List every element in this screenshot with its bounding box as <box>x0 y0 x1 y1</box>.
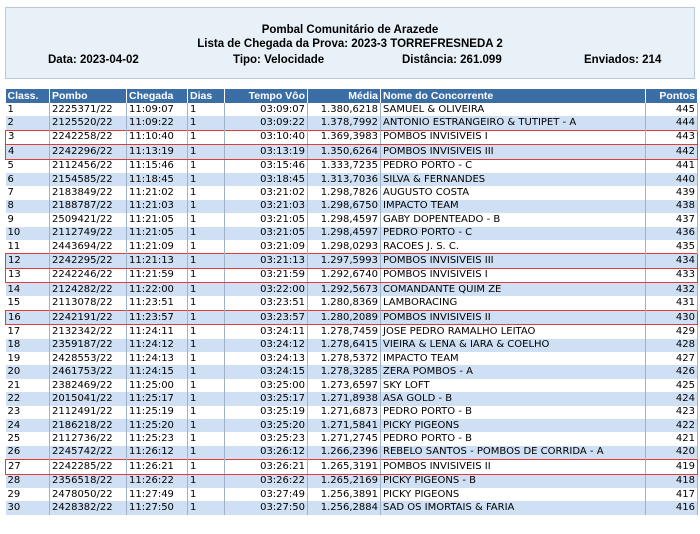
cell-pontos: 425 <box>646 379 698 392</box>
cell-media: 1.278,6415 <box>308 339 381 352</box>
cell-tempo-voo: 03:21:03 <box>225 200 308 213</box>
cell-class: 5 <box>6 159 50 173</box>
cell-class: 6 <box>6 173 50 186</box>
cell-chegada: 11:27:49 <box>127 488 188 501</box>
cell-concorrente: PEDRO PORTO - C <box>381 159 646 173</box>
cell-media: 1.278,3285 <box>308 365 381 378</box>
cell-pombo: 2188787/22 <box>50 200 127 213</box>
cell-tempo-voo: 03:25:17 <box>225 392 308 405</box>
cell-pombo: 2154585/22 <box>50 173 127 186</box>
cell-pontos: 445 <box>646 103 698 116</box>
table-row <box>6 240 698 254</box>
cell-pombo: 2183849/22 <box>50 186 127 199</box>
cell-dias: 1 <box>188 379 225 392</box>
cell-class: 4 <box>6 145 50 159</box>
cell-concorrente: JOSE PEDRO RAMALHO LEITAO <box>381 325 646 339</box>
table-row <box>6 488 698 501</box>
col-media: Média <box>308 89 381 103</box>
cell-pontos: 424 <box>646 392 698 405</box>
table-row <box>6 310 698 324</box>
cell-dias: 1 <box>188 325 225 339</box>
cell-dias: 1 <box>188 240 225 254</box>
cell-concorrente: POMBOS INVISIVEIS III <box>381 145 646 159</box>
cell-dias: 1 <box>188 103 225 116</box>
race-distance: Distância: 261.099 <box>402 54 502 66</box>
cell-pombo: 2356518/22 <box>50 474 127 488</box>
cell-concorrente: IMPACTO TEAM <box>381 200 646 213</box>
cell-pontos: 418 <box>646 474 698 488</box>
cell-dias: 1 <box>188 173 225 186</box>
cell-dias: 1 <box>188 186 225 199</box>
cell-chegada: 11:25:00 <box>127 379 188 392</box>
cell-dias: 1 <box>188 254 225 268</box>
cell-dias: 1 <box>188 488 225 501</box>
cell-chegada: 11:22:00 <box>127 283 188 297</box>
col-pontos: Pontos <box>646 89 698 103</box>
cell-media: 1.256,3891 <box>308 488 381 501</box>
cell-media: 1.273,6597 <box>308 379 381 392</box>
table-row <box>6 159 698 173</box>
race-type: Tipo: Velocidade <box>233 54 325 66</box>
table-row <box>6 460 698 474</box>
table-row <box>6 213 698 226</box>
cell-dias: 1 <box>188 460 225 474</box>
cell-pombo: 2245742/22 <box>50 446 127 460</box>
cell-tempo-voo: 03:24:12 <box>225 339 308 352</box>
cell-pombo: 2132342/22 <box>50 325 127 339</box>
col-tempo-voo: Tempo Vôo <box>225 89 308 103</box>
table-row <box>6 365 698 378</box>
cell-chegada: 11:24:11 <box>127 325 188 339</box>
table-row <box>6 116 698 130</box>
cell-media: 1.313,7036 <box>308 173 381 186</box>
cell-chegada: 11:21:05 <box>127 227 188 240</box>
cell-media: 1.271,8938 <box>308 392 381 405</box>
cell-tempo-voo: 03:23:51 <box>225 296 308 310</box>
race-date: Data: 2023-04-02 <box>48 54 139 66</box>
table-row <box>6 268 698 282</box>
cell-dias: 1 <box>188 339 225 352</box>
table-row <box>6 130 698 144</box>
cell-class: 3 <box>6 130 50 144</box>
cell-concorrente: REBELO SANTOS - POMBOS DE CORRIDA - A <box>381 446 646 460</box>
cell-tempo-voo: 03:21:02 <box>225 186 308 199</box>
cell-dias: 1 <box>188 310 225 324</box>
cell-dias: 1 <box>188 130 225 144</box>
table-row <box>6 296 698 310</box>
cell-pombo: 2242258/22 <box>50 130 127 144</box>
cell-dias: 1 <box>188 116 225 130</box>
cell-media: 1.369,3983 <box>308 130 381 144</box>
cell-pontos: 430 <box>646 310 698 324</box>
cell-concorrente: VIEIRA & LENA & IARA & COELHO <box>381 339 646 352</box>
cell-dias: 1 <box>188 432 225 445</box>
cell-class: 13 <box>6 268 50 282</box>
cell-pombo: 2124282/22 <box>50 283 127 297</box>
col-chegada: Chegada <box>127 89 188 103</box>
table-row <box>6 103 698 116</box>
cell-tempo-voo: 03:21:05 <box>225 213 308 226</box>
cell-media: 1.278,7459 <box>308 325 381 339</box>
cell-tempo-voo: 03:25:00 <box>225 379 308 392</box>
cell-pombo: 2242295/22 <box>50 254 127 268</box>
birds-sent: Enviados: 214 <box>584 54 662 66</box>
cell-class: 10 <box>6 227 50 240</box>
cell-tempo-voo: 03:26:12 <box>225 446 308 460</box>
cell-class: 14 <box>6 283 50 297</box>
race-subtitle: Lista de Chegada da Prova: 2023-3 TORREFRESNEDA 2 <box>197 38 503 50</box>
cell-class: 23 <box>6 406 50 419</box>
cell-pontos: 434 <box>646 254 698 268</box>
cell-media: 1.266,2396 <box>308 446 381 460</box>
cell-dias: 1 <box>188 365 225 378</box>
cell-media: 1.271,6873 <box>308 406 381 419</box>
cell-pombo: 2112749/22 <box>50 227 127 240</box>
cell-media: 1.256,2884 <box>308 501 381 514</box>
cell-pombo: 2125520/22 <box>50 116 127 130</box>
cell-class: 17 <box>6 325 50 339</box>
table-row <box>6 283 698 297</box>
cell-dias: 1 <box>188 392 225 405</box>
cell-tempo-voo: 03:09:22 <box>225 116 308 130</box>
cell-tempo-voo: 03:26:22 <box>225 474 308 488</box>
cell-pontos: 435 <box>646 240 698 254</box>
cell-pombo: 2242246/22 <box>50 268 127 282</box>
cell-media: 1.271,5841 <box>308 419 381 432</box>
cell-concorrente: POMBOS INVISIVEIS II <box>381 310 646 324</box>
cell-media: 1.280,2089 <box>308 310 381 324</box>
table-row <box>6 474 698 488</box>
cell-concorrente: PEDRO PORTO - B <box>381 432 646 445</box>
cell-tempo-voo: 03:23:57 <box>225 310 308 324</box>
cell-dias: 1 <box>188 501 225 514</box>
cell-concorrente: POMBOS INVISIVEIS II <box>381 460 646 474</box>
cell-pontos: 444 <box>646 116 698 130</box>
cell-chegada: 11:18:45 <box>127 173 188 186</box>
cell-tempo-voo: 03:13:19 <box>225 145 308 159</box>
cell-chegada: 11:26:22 <box>127 474 188 488</box>
cell-class: 22 <box>6 392 50 405</box>
cell-media: 1.265,2169 <box>308 474 381 488</box>
cell-class: 30 <box>6 501 50 514</box>
table-row <box>6 173 698 186</box>
cell-concorrente: PICKY PIGEONS <box>381 419 646 432</box>
cell-chegada: 11:23:57 <box>127 310 188 324</box>
cell-chegada: 11:21:02 <box>127 186 188 199</box>
cell-class: 18 <box>6 339 50 352</box>
cell-tempo-voo: 03:24:13 <box>225 352 308 365</box>
cell-dias: 1 <box>188 474 225 488</box>
table-row <box>6 200 698 213</box>
cell-dias: 1 <box>188 283 225 297</box>
cell-media: 1.378,7992 <box>308 116 381 130</box>
club-title: Pombal Comunitário de Arazede <box>261 24 439 36</box>
cell-chegada: 11:23:51 <box>127 296 188 310</box>
cell-tempo-voo: 03:21:13 <box>225 254 308 268</box>
cell-tempo-voo: 03:24:11 <box>225 325 308 339</box>
cell-chegada: 11:25:23 <box>127 432 188 445</box>
cell-pontos: 426 <box>646 365 698 378</box>
cell-media: 1.350,6264 <box>308 145 381 159</box>
cell-pombo: 2443694/22 <box>50 240 127 254</box>
cell-class: 27 <box>6 460 50 474</box>
cell-class: 7 <box>6 186 50 199</box>
cell-media: 1.265,3191 <box>308 460 381 474</box>
table-row <box>6 145 698 159</box>
cell-pontos: 419 <box>646 460 698 474</box>
cell-concorrente: SAD OS IMORTAIS & FARIA <box>381 501 646 514</box>
cell-pombo: 2112736/22 <box>50 432 127 445</box>
col-concorrente: Nome do Concorrente <box>381 89 646 103</box>
cell-media: 1.292,6740 <box>308 268 381 282</box>
table-row <box>6 406 698 419</box>
table-row <box>6 392 698 405</box>
cell-chegada: 11:27:50 <box>127 501 188 514</box>
table-row <box>6 432 698 445</box>
cell-concorrente: POMBOS INVISIVEIS III <box>381 254 646 268</box>
cell-class: 16 <box>6 310 50 324</box>
cell-pontos: 436 <box>646 227 698 240</box>
col-class: Class. <box>6 89 50 103</box>
cell-class: 24 <box>6 419 50 432</box>
cell-pombo: 2428382/22 <box>50 501 127 514</box>
col-pombo: Pombo <box>50 89 127 103</box>
cell-pombo: 2015041/22 <box>50 392 127 405</box>
cell-dias: 1 <box>188 446 225 460</box>
cell-media: 1.278,5372 <box>308 352 381 365</box>
cell-class: 11 <box>6 240 50 254</box>
cell-pontos: 420 <box>646 446 698 460</box>
cell-media: 1.298,4597 <box>308 213 381 226</box>
cell-pombo: 2478050/22 <box>50 488 127 501</box>
cell-pontos: 439 <box>646 186 698 199</box>
cell-media: 1.280,8369 <box>308 296 381 310</box>
table-row <box>6 227 698 240</box>
cell-chegada: 11:09:07 <box>127 103 188 116</box>
cell-pontos: 431 <box>646 296 698 310</box>
cell-pontos: 442 <box>646 145 698 159</box>
cell-media: 1.298,7826 <box>308 186 381 199</box>
cell-dias: 1 <box>188 200 225 213</box>
cell-class: 29 <box>6 488 50 501</box>
cell-dias: 1 <box>188 213 225 226</box>
cell-concorrente: COMANDANTE QUIM ZE <box>381 283 646 297</box>
cell-class: 15 <box>6 296 50 310</box>
cell-chegada: 11:21:13 <box>127 254 188 268</box>
cell-pontos: 421 <box>646 432 698 445</box>
cell-class: 19 <box>6 352 50 365</box>
cell-chegada: 11:15:46 <box>127 159 188 173</box>
cell-concorrente: GABY DOPENTEADO - B <box>381 213 646 226</box>
cell-pombo: 2112456/22 <box>50 159 127 173</box>
cell-class: 1 <box>6 103 50 116</box>
cell-chegada: 11:25:20 <box>127 419 188 432</box>
table-row <box>6 446 698 460</box>
cell-pombo: 2509421/22 <box>50 213 127 226</box>
cell-pombo: 2225371/22 <box>50 103 127 116</box>
cell-concorrente: PEDRO PORTO - C <box>381 227 646 240</box>
table-header-row <box>6 89 698 103</box>
cell-tempo-voo: 03:09:07 <box>225 103 308 116</box>
table-row <box>6 352 698 365</box>
cell-pombo: 2242285/22 <box>50 460 127 474</box>
cell-dias: 1 <box>188 419 225 432</box>
cell-concorrente: ANTONIO ESTRANGEIRO & TUTIPET - A <box>381 116 646 130</box>
col-dias: Dias <box>188 89 225 103</box>
cell-chegada: 11:26:21 <box>127 460 188 474</box>
cell-chegada: 11:24:12 <box>127 339 188 352</box>
cell-media: 1.298,6750 <box>308 200 381 213</box>
cell-chegada: 11:26:12 <box>127 446 188 460</box>
cell-pombo: 2186218/22 <box>50 419 127 432</box>
table-row <box>6 379 698 392</box>
report-header <box>5 7 695 79</box>
cell-concorrente: PICKY PIGEONS <box>381 488 646 501</box>
cell-media: 1.271,2745 <box>308 432 381 445</box>
cell-pontos: 438 <box>646 200 698 213</box>
cell-pontos: 432 <box>646 283 698 297</box>
cell-media: 1.298,0293 <box>308 240 381 254</box>
cell-media: 1.297,5993 <box>308 254 381 268</box>
cell-tempo-voo: 03:25:23 <box>225 432 308 445</box>
cell-chegada: 11:25:19 <box>127 406 188 419</box>
cell-tempo-voo: 03:26:21 <box>225 460 308 474</box>
cell-chegada: 11:21:59 <box>127 268 188 282</box>
cell-concorrente: PEDRO PORTO - B <box>381 406 646 419</box>
cell-pontos: 422 <box>646 419 698 432</box>
cell-concorrente: POMBOS INVISIVEIS I <box>381 130 646 144</box>
table-row <box>6 501 698 514</box>
cell-chegada: 11:24:15 <box>127 365 188 378</box>
table-row <box>6 186 698 199</box>
cell-pontos: 428 <box>646 339 698 352</box>
cell-pombo: 2242191/22 <box>50 310 127 324</box>
cell-pontos: 437 <box>646 213 698 226</box>
cell-media: 1.298,4597 <box>308 227 381 240</box>
table-row <box>6 254 698 268</box>
cell-class: 25 <box>6 432 50 445</box>
cell-chegada: 11:09:22 <box>127 116 188 130</box>
cell-chegada: 11:13:19 <box>127 145 188 159</box>
cell-concorrente: SILVA & FERNANDES <box>381 173 646 186</box>
cell-chegada: 11:25:17 <box>127 392 188 405</box>
cell-tempo-voo: 03:10:40 <box>225 130 308 144</box>
cell-concorrente: POMBOS INVISIVEIS I <box>381 268 646 282</box>
cell-chegada: 11:21:05 <box>127 213 188 226</box>
cell-tempo-voo: 03:24:15 <box>225 365 308 378</box>
cell-concorrente: LAMBORACING <box>381 296 646 310</box>
cell-concorrente: PICKY PIGEONS - B <box>381 474 646 488</box>
cell-tempo-voo: 03:21:09 <box>225 240 308 254</box>
cell-pombo: 2428553/22 <box>50 352 127 365</box>
cell-tempo-voo: 03:21:05 <box>225 227 308 240</box>
cell-dias: 1 <box>188 352 225 365</box>
cell-tempo-voo: 03:27:50 <box>225 501 308 514</box>
cell-pombo: 2382469/22 <box>50 379 127 392</box>
cell-pombo: 2112491/22 <box>50 406 127 419</box>
cell-class: 8 <box>6 200 50 213</box>
cell-tempo-voo: 03:21:59 <box>225 268 308 282</box>
cell-tempo-voo: 03:25:20 <box>225 419 308 432</box>
cell-class: 20 <box>6 365 50 378</box>
cell-dias: 1 <box>188 406 225 419</box>
cell-tempo-voo: 03:15:46 <box>225 159 308 173</box>
cell-dias: 1 <box>188 296 225 310</box>
cell-concorrente: SAMUEL & OLIVEIRA <box>381 103 646 116</box>
cell-pontos: 443 <box>646 130 698 144</box>
cell-class: 21 <box>6 379 50 392</box>
cell-dias: 1 <box>188 159 225 173</box>
cell-pombo: 2242296/22 <box>50 145 127 159</box>
cell-concorrente: IMPACTO TEAM <box>381 352 646 365</box>
results-table <box>5 89 698 515</box>
cell-pombo: 2113078/22 <box>50 296 127 310</box>
cell-pontos: 433 <box>646 268 698 282</box>
cell-class: 28 <box>6 474 50 488</box>
cell-media: 1.380,6218 <box>308 103 381 116</box>
cell-pombo: 2359187/22 <box>50 339 127 352</box>
cell-media: 1.292,5673 <box>308 283 381 297</box>
cell-chegada: 11:21:03 <box>127 200 188 213</box>
cell-dias: 1 <box>188 227 225 240</box>
cell-class: 12 <box>6 254 50 268</box>
cell-class: 2 <box>6 116 50 130</box>
table-row <box>6 419 698 432</box>
cell-tempo-voo: 03:25:19 <box>225 406 308 419</box>
cell-chegada: 11:24:13 <box>127 352 188 365</box>
cell-concorrente: ZERA POMBOS - A <box>381 365 646 378</box>
cell-tempo-voo: 03:27:49 <box>225 488 308 501</box>
table-row <box>6 339 698 352</box>
cell-concorrente: ASA GOLD - B <box>381 392 646 405</box>
results-body <box>6 103 698 515</box>
cell-pontos: 427 <box>646 352 698 365</box>
cell-chegada: 11:10:40 <box>127 130 188 144</box>
cell-dias: 1 <box>188 145 225 159</box>
cell-pontos: 417 <box>646 488 698 501</box>
cell-pombo: 2461753/22 <box>50 365 127 378</box>
cell-tempo-voo: 03:22:00 <box>225 283 308 297</box>
cell-pontos: 429 <box>646 325 698 339</box>
cell-media: 1.333,7235 <box>308 159 381 173</box>
cell-concorrente: AUGUSTO COSTA <box>381 186 646 199</box>
cell-pontos: 440 <box>646 173 698 186</box>
cell-chegada: 11:21:09 <box>127 240 188 254</box>
table-row <box>6 325 698 339</box>
cell-concorrente: RACOES J. S. C. <box>381 240 646 254</box>
cell-pontos: 423 <box>646 406 698 419</box>
cell-concorrente: SKY LOFT <box>381 379 646 392</box>
cell-pontos: 416 <box>646 501 698 514</box>
cell-pontos: 441 <box>646 159 698 173</box>
cell-class: 9 <box>6 213 50 226</box>
cell-class: 26 <box>6 446 50 460</box>
cell-dias: 1 <box>188 268 225 282</box>
cell-tempo-voo: 03:18:45 <box>225 173 308 186</box>
